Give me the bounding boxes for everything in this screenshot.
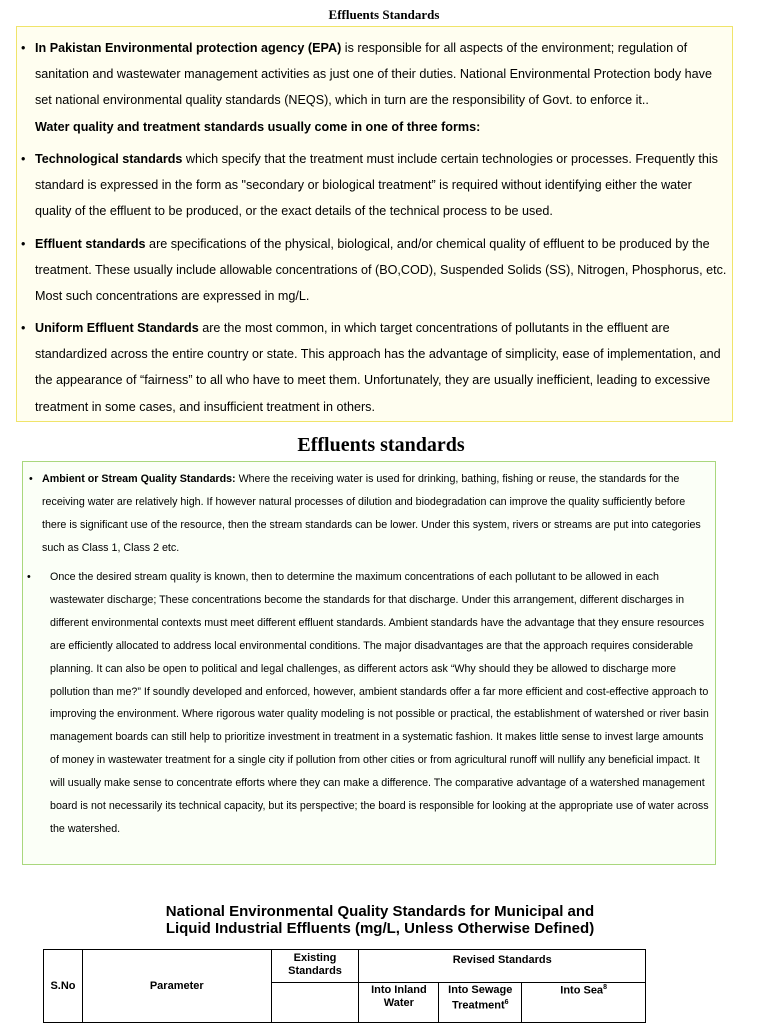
header-existing-standards: Existing Standards <box>271 950 359 983</box>
header-sewage-label: Into Sewage Treatment <box>448 984 513 1012</box>
page-title: Effluents Standards <box>328 7 440 22</box>
header-into-sewage-treatment <box>439 983 522 1023</box>
neqs-table <box>43 949 646 1023</box>
header-sewage-footnote: 6 <box>504 998 509 1006</box>
list-item-text: Once the desired stream quality is known, then to determine the maximum concentrations of each pollutant to be allowed in each wastewater discharge; These concentrations become the standards for that discharge. Under this arrangement, different discharges in different environmental contexts must meet different effluent standards. Ambient standards have the advantage that they ensure resources are efficiently allocated to address local environmental conditions. The major disadvantages are that the approach requires considerable planning. It can also be open to political and legal challenges, as different actors ask “Why should they be allowed to discharge more pollution than me?” If soundly developed and enforced, however, ambient standards offer a far more efficient and cost-effective approach to improving the environment. Where rigorous water quality modeling is not possible or practical, the establishment of watershed or river basin management boards can still help to prioritize investment in treatment in a systematic fashion. It makes little sense to invest large amounts of money in wastewater treatment for a single city if pollution from other cities or from agricultural runoff will nullify any beneficial impact. It will usually make sense to concentrate efforts where they can make a difference. The comparative advantage of a watershed management board is not necessarily its technical capacity, but its perspective; the board is responsible for looking at the appropriate use of water across the watershed. <box>50 571 709 835</box>
header-parameter: Parameter <box>82 950 271 1023</box>
header-sno: S.No <box>44 950 83 1023</box>
bullet-icon: • <box>29 473 33 485</box>
header-sea-footnote: 8 <box>603 984 607 991</box>
list-item-text: Where the receiving water is used for drinking, bathing, fishing or reuse, the standards for the receiving water are relatively high. If however natural processes of dilution and biodegradation can improve the quality sufficiently before there is significant use of the resource, then the stream standards can be lower. Under this system, rivers or streams are put into categories such as Class 1, Class 2 etc. <box>42 473 701 554</box>
list-item <box>21 146 730 225</box>
header-into-sea <box>522 983 646 1023</box>
list-item-text: which specify that the treatment must include certain technologies or processes. Frequently this standard is expressed in the form as "secondary or biological treatment” is required without identifying either the water quality of the effluent to be produced, or the exact details of the technical process to be used. <box>35 152 718 219</box>
list-item-bold: Water quality and treatment standards usually come in one of three forms: <box>35 119 481 134</box>
list-item-bold: Uniform Effluent Standards <box>35 321 199 335</box>
list-item-text: is responsible for all aspects of the environment; regulation of sanitation and wastewater management activities as just one of their duties. National Environmental Protection body have set national environmental quality standards (NEQS), which in turn are the responsibility of Govt. to enforce it.. <box>35 41 712 108</box>
bullet-icon: • <box>21 237 26 251</box>
list-item <box>29 468 710 560</box>
header-existing-blank <box>271 983 359 1023</box>
list-item-bold: Ambient or Stream Quality Standards: <box>42 473 236 485</box>
list-item <box>27 566 710 841</box>
section-heading: Effluents standards <box>297 434 465 456</box>
header-sea-label: Into Sea <box>560 984 604 997</box>
bullet-icon: • <box>21 41 26 55</box>
table-title <box>60 903 700 937</box>
bullet-icon: • <box>21 152 26 166</box>
list-item <box>21 231 730 310</box>
list-item <box>21 315 730 420</box>
table-title-line-2: Liquid Industrial Effluents (mg/L, Unless Otherwise Defined) <box>165 920 595 937</box>
header-into-inland-water: Into Inland Water <box>359 983 439 1023</box>
list-item <box>21 35 730 140</box>
bullet-icon: • <box>21 321 26 335</box>
list-item-text: are the most common, in which target concentrations of pollutants in the effluent are standardized across the entire country or state. This approach has the advantage of simplicity, ease of implementation, and the appearance of “fairness” to all who have to meet them. Unfortunately, they are usually inefficient, leading to excessive treatment in some cases, and insufficient treatment in others. <box>35 321 721 414</box>
bullet-icon: • <box>27 571 31 583</box>
ambient-standards-box <box>22 461 716 865</box>
list-item-bold: In Pakistan Environmental protection agency (EPA) <box>35 41 342 55</box>
header-revised-standards: Revised Standards <box>359 950 646 983</box>
table-title-line-1: National Environmental Quality Standards for Municipal and <box>165 903 595 920</box>
standards-forms-box <box>16 26 733 422</box>
list-item-bold: Technological standards <box>35 152 183 166</box>
list-item-bold: Effluent standards <box>35 237 146 251</box>
list-item-text: are specifications of the physical, biological, and/or chemical quality of effluent to be produced by the treatment. These usually include allowable concentrations of (BO,COD), Suspended Solids (SS), Nitrogen, Phosphorus, etc. Most such concentrations are expressed in mg/L. <box>35 237 727 304</box>
